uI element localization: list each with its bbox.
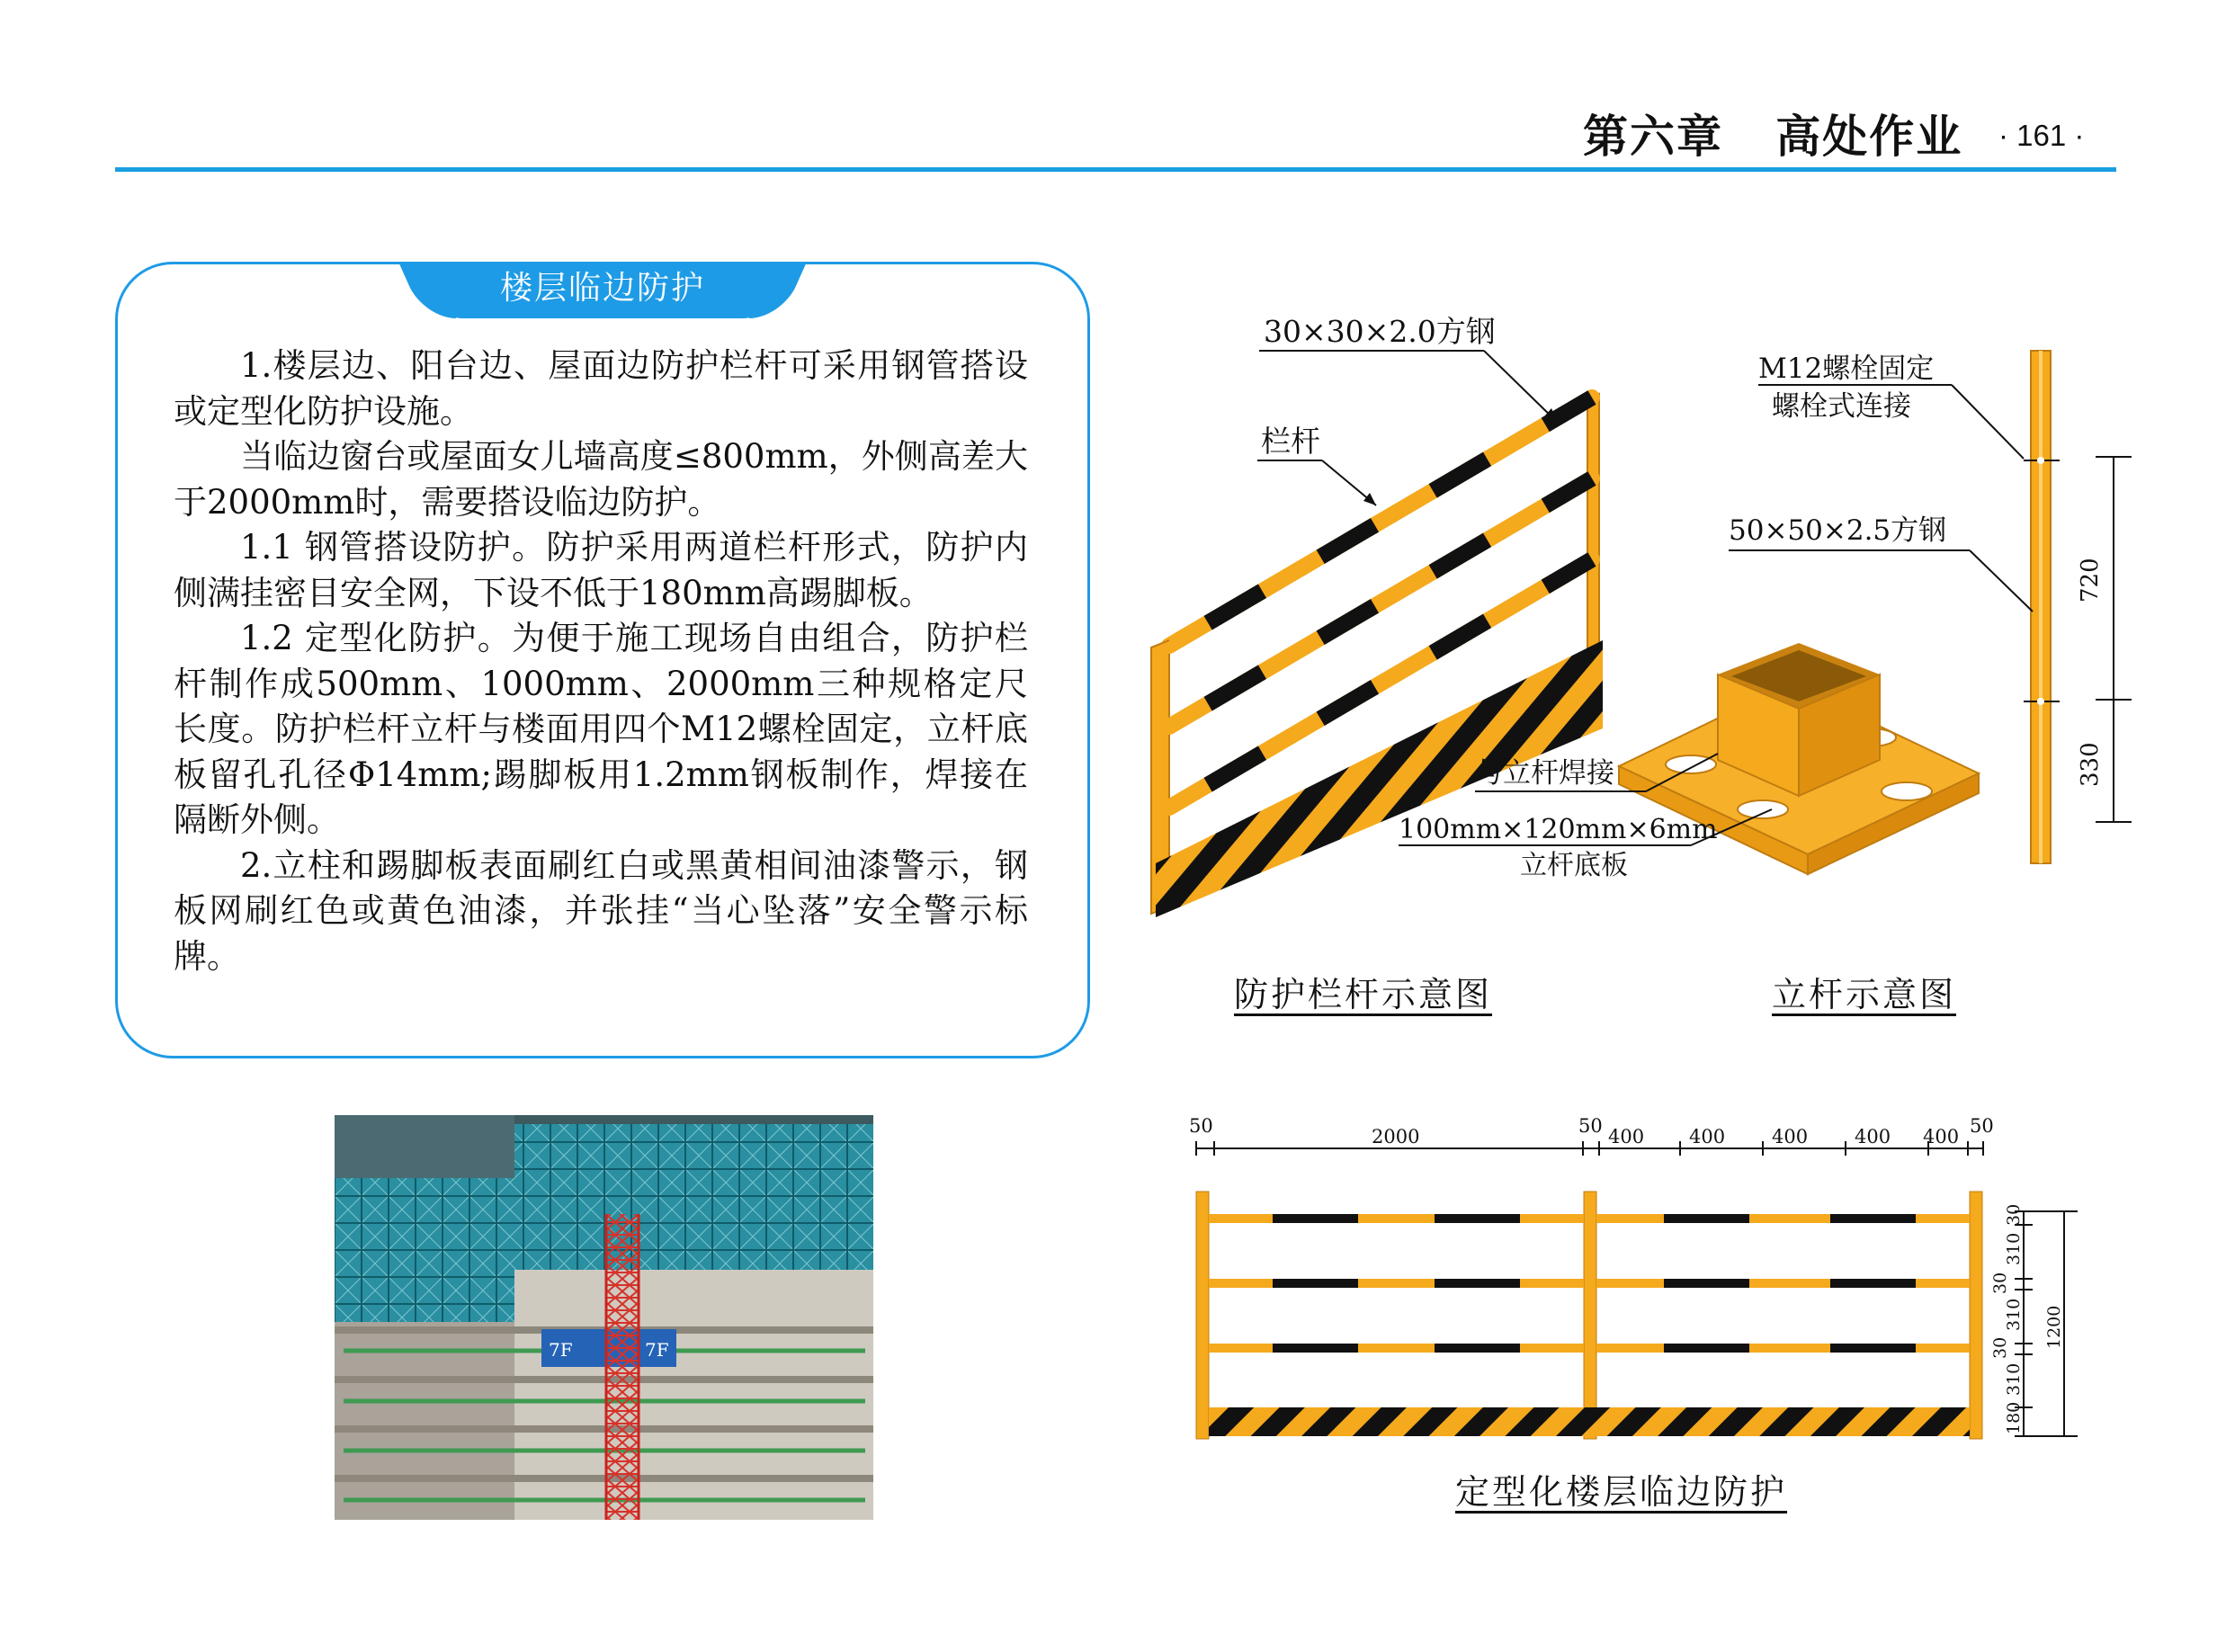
dim-top: 400 <box>1689 1126 1726 1147</box>
dim-top: 400 <box>1855 1126 1891 1147</box>
railing-diagram <box>1142 306 2150 1025</box>
dim-right: 310 <box>2004 1362 2024 1396</box>
elevation-caption: 定型化楼层临边防护 <box>1455 1472 1788 1512</box>
label-weld: 与立杆焊接 <box>1475 757 1614 790</box>
railing-caption: 防护栏杆示意图 <box>1234 975 1493 1014</box>
sign-label: 7F <box>645 1339 669 1361</box>
paragraph: 1.1 钢管搭设防护。防护采用两道栏杆形式，防护内侧满挂密目安全网，下设不低于180mm高踢脚板。 <box>174 528 1028 612</box>
label-bolt-fix: M12螺栓固定 <box>1758 353 1935 385</box>
dim-right: 310 <box>2004 1232 2024 1265</box>
dimension-330: 330 <box>2077 742 2104 787</box>
dim-total-height: 1200 <box>2044 1305 2064 1349</box>
dim-right: 180 <box>2004 1401 2024 1434</box>
label-steel-post: 50×50×2.5方钢 <box>1729 514 1947 547</box>
dim-right: 30 <box>1990 1336 2010 1359</box>
dim-top: 400 <box>1772 1126 1809 1147</box>
label-base-plate-size: 100mm×120mm×6mm <box>1399 814 1718 845</box>
page-number: · 161 · <box>1998 119 2085 152</box>
paragraph: 1.2 定型化防护。为便于施工现场自由组合，防护栏杆制作成500mm、1000mm、2000mm三种规格定尺长度。防护栏杆立杆与楼面用四个M12螺栓固定，立杆底板留孔孔径Φ14mm;踢脚板用1.2mm钢板制作，焊接在隔断外侧。 <box>174 619 1028 839</box>
paragraph: 当临边窗台或屋面女儿墙高度≤800mm，外侧高差大于2000mm时，需要搭设临边防护。 <box>174 437 1028 522</box>
post-caption: 立杆示意图 <box>1772 975 1957 1014</box>
panel-body <box>174 344 1028 979</box>
label-square-pipe: 30×30×2.0方钢 <box>1264 314 1496 349</box>
label-base-plate: 立杆底板 <box>1520 850 1628 881</box>
toe-board-elevation <box>1209 1407 1970 1436</box>
paragraph: 2.立柱和踢脚板表面刷红白或黑黄相间油漆警示，钢板网刷红色或黄色油漆，并张挂“当心坠落”安全警示标牌。 <box>174 845 1028 976</box>
label-bolt-connect: 螺栓式连接 <box>1772 390 1911 423</box>
label-rail: 栏杆 <box>1261 424 1320 459</box>
panel-title: 楼层临边防护 <box>427 262 778 318</box>
dim-top: 50 <box>1970 1115 1994 1137</box>
dim-top: 50 <box>1578 1115 1603 1137</box>
dimension-720: 720 <box>2077 558 2104 603</box>
sign-label: 7F <box>549 1339 573 1361</box>
chapter-title: 第六章 高处作业 <box>1583 111 1963 163</box>
dim-right: 310 <box>2004 1298 2024 1331</box>
header-divider <box>115 167 2116 172</box>
dim-top: 50 <box>1189 1115 1213 1137</box>
dim-right: 30 <box>1990 1272 2010 1294</box>
dim-right: 30 <box>2004 1203 2024 1226</box>
dim-top: 400 <box>1923 1126 1960 1147</box>
building-photo <box>335 1115 873 1520</box>
paragraph: 1.楼层边、阳台边、屋面边防护栏杆可采用钢管搭设或定型化防护设施。 <box>174 346 1028 431</box>
dim-top: 400 <box>1608 1126 1645 1147</box>
dim-top: 2000 <box>1372 1126 1420 1147</box>
hoist-ladder <box>606 1214 639 1520</box>
elevation-drawing <box>1169 1111 2105 1470</box>
